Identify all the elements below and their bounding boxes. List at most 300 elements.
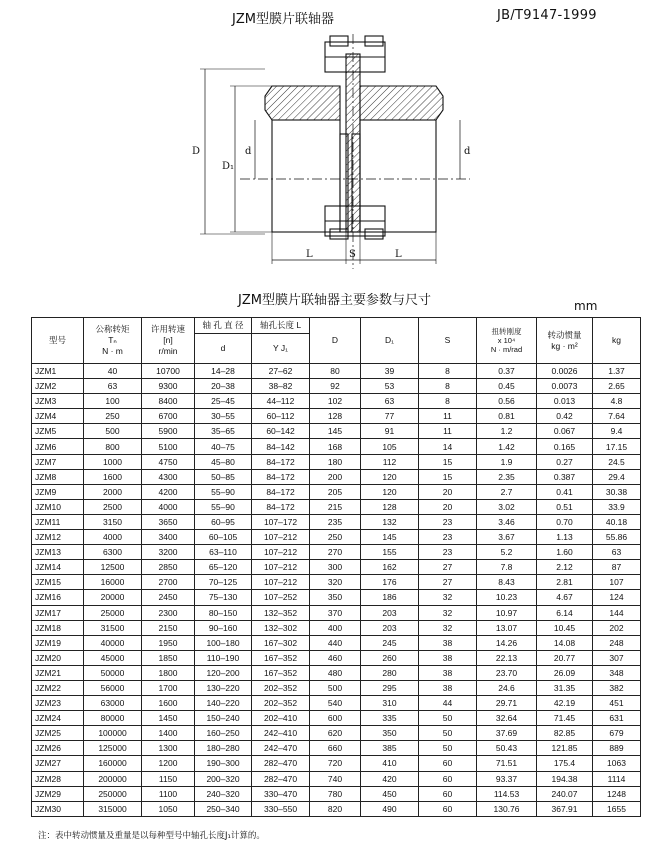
table-cell: JZM26 [32, 741, 84, 756]
table-cell: JZM21 [32, 665, 84, 680]
table-cell: 107–212 [252, 575, 310, 590]
table-cell: 20–38 [195, 379, 252, 394]
table-cell: 250 [310, 530, 361, 545]
table-cell: 29.4 [593, 469, 641, 484]
table-cell: 1600 [142, 696, 195, 711]
table-cell: 4750 [142, 454, 195, 469]
table-cell: 124 [593, 590, 641, 605]
table-cell: 180–280 [195, 741, 252, 756]
table-cell: 87 [593, 560, 641, 575]
table-cell: 22.13 [477, 650, 537, 665]
table-cell: 100–180 [195, 635, 252, 650]
table-cell: JZM17 [32, 605, 84, 620]
table-cell: 14–28 [195, 364, 252, 379]
table-cell: 186 [361, 590, 419, 605]
table-cell: JZM7 [32, 454, 84, 469]
table-cell: 2.12 [537, 560, 593, 575]
table-cell: 2.35 [477, 469, 537, 484]
table-row [32, 665, 641, 680]
table-cell: 175.4 [537, 756, 593, 771]
table-cell: 84–172 [252, 484, 310, 499]
table-cell: 620 [310, 726, 361, 741]
table-cell: 110–190 [195, 650, 252, 665]
table-cell: 3.67 [477, 530, 537, 545]
table-row [32, 575, 641, 590]
table-cell: 3200 [142, 545, 195, 560]
table-cell: 60–105 [195, 530, 252, 545]
table-cell: 60 [419, 801, 477, 816]
table-cell: 1.37 [593, 364, 641, 379]
table-cell: 1450 [142, 711, 195, 726]
table-cell: JZM6 [32, 439, 84, 454]
table-cell: 84–172 [252, 454, 310, 469]
table-cell: 2300 [142, 605, 195, 620]
table-cell: 102 [310, 394, 361, 409]
table-cell: 50–85 [195, 469, 252, 484]
table-cell: JZM1 [32, 364, 84, 379]
table-cell: 282–470 [252, 756, 310, 771]
table-cell: 5.2 [477, 545, 537, 560]
table-row [32, 620, 641, 635]
header-bore: d [195, 334, 252, 364]
table-cell: 370 [310, 605, 361, 620]
table-cell: 200000 [84, 771, 142, 786]
table-cell: 260 [361, 650, 419, 665]
table-cell: JZM9 [32, 484, 84, 499]
table-cell: 440 [310, 635, 361, 650]
table-cell: 3650 [142, 514, 195, 529]
table-cell: 280 [361, 665, 419, 680]
table-row [32, 590, 641, 605]
table-row [32, 499, 641, 514]
table-cell: 460 [310, 650, 361, 665]
coupling-drawing [180, 34, 480, 274]
table-cell: 40.18 [593, 514, 641, 529]
table-cell: JZM3 [32, 394, 84, 409]
table-cell: 2500 [84, 499, 142, 514]
table-cell: 63 [593, 545, 641, 560]
table-cell: 32.64 [477, 711, 537, 726]
table-cell: 80–150 [195, 605, 252, 620]
table-cell: 2450 [142, 590, 195, 605]
table-cell: 180 [310, 454, 361, 469]
table-cell: 84–172 [252, 499, 310, 514]
table-cell: 38 [419, 635, 477, 650]
table-row [32, 726, 641, 741]
table-cell: 50 [419, 726, 477, 741]
table-cell: 55.86 [593, 530, 641, 545]
header-S: S [419, 318, 477, 364]
table-cell: 40 [84, 364, 142, 379]
table-cell: 107–252 [252, 590, 310, 605]
table-cell: 130.76 [477, 801, 537, 816]
table-cell: 20 [419, 499, 477, 514]
table-cell: 100000 [84, 726, 142, 741]
table-cell: 270 [310, 545, 361, 560]
table-cell: 160000 [84, 756, 142, 771]
table-cell: 335 [361, 711, 419, 726]
table-cell: 540 [310, 696, 361, 711]
table-cell: 0.56 [477, 394, 537, 409]
table-row [32, 696, 641, 711]
table-cell: 53 [361, 379, 419, 394]
table-cell: 140–220 [195, 696, 252, 711]
table-cell: 631 [593, 711, 641, 726]
table-cell: 45–80 [195, 454, 252, 469]
table-cell: 1248 [593, 786, 641, 801]
table-cell: 23.70 [477, 665, 537, 680]
table-cell: 31500 [84, 620, 142, 635]
table-cell: JZM22 [32, 680, 84, 695]
table-cell: 32 [419, 605, 477, 620]
label-D1: D₁ [222, 161, 235, 172]
table-cell: 176 [361, 575, 419, 590]
table-cell: 15 [419, 469, 477, 484]
table-cell: 107–212 [252, 560, 310, 575]
header-model: 型号 [32, 318, 84, 364]
table-cell: JZM18 [32, 620, 84, 635]
table-cell: 295 [361, 680, 419, 695]
table-cell: 27 [419, 560, 477, 575]
table-cell: 3400 [142, 530, 195, 545]
table-cell: 132–302 [252, 620, 310, 635]
table-cell: 740 [310, 771, 361, 786]
table-cell: 27–62 [252, 364, 310, 379]
table-cell: 38–82 [252, 379, 310, 394]
table-cell: JZM8 [32, 469, 84, 484]
table-cell: 215 [310, 499, 361, 514]
table-cell: 150–240 [195, 711, 252, 726]
table-cell: 50 [419, 711, 477, 726]
table-cell: 451 [593, 696, 641, 711]
table-cell: 200 [310, 469, 361, 484]
table-cell: 0.41 [537, 484, 593, 499]
table-cell: 15 [419, 454, 477, 469]
table-cell: 71.51 [477, 756, 537, 771]
table-cell: 63 [84, 379, 142, 394]
table-cell: 500 [310, 680, 361, 695]
table-cell: 1100 [142, 786, 195, 801]
table-title: JZM型膜片联轴器主要参数与尺寸 [238, 293, 431, 308]
table-cell: JZM16 [32, 590, 84, 605]
header-mass: kg [593, 318, 641, 364]
table-cell: 7.8 [477, 560, 537, 575]
table-row [32, 650, 641, 665]
table-cell: 23 [419, 514, 477, 529]
table-cell: 63000 [84, 696, 142, 711]
table-row [32, 560, 641, 575]
table-cell: 6700 [142, 409, 195, 424]
header-bore-group: 轴 孔 直 径 [195, 318, 252, 334]
table-cell: 93.37 [477, 771, 537, 786]
table-cell: 121.85 [537, 741, 593, 756]
table-row [32, 786, 641, 801]
table-cell: 248 [593, 635, 641, 650]
table-cell: 145 [361, 530, 419, 545]
table-cell: 0.0026 [537, 364, 593, 379]
table-cell: 5900 [142, 424, 195, 439]
table-cell: 31.35 [537, 680, 593, 695]
table-cell: 125000 [84, 741, 142, 756]
table-cell: 25–45 [195, 394, 252, 409]
table-row [32, 424, 641, 439]
table-cell: 44 [419, 696, 477, 711]
table-note: 注：表中转动惯量及重量是以每种型号中轴孔长度J₁计算的。 [38, 831, 265, 841]
table-cell: 2000 [84, 484, 142, 499]
header-stiffness: 扭转刚度 x 10⁴ N · m/rad [477, 318, 537, 364]
table-row [32, 771, 641, 786]
table-row [32, 439, 641, 454]
table-cell: 0.165 [537, 439, 593, 454]
table-cell: 300 [310, 560, 361, 575]
table-row [32, 454, 641, 469]
table-row [32, 530, 641, 545]
table-cell: 2850 [142, 560, 195, 575]
table-cell: 382 [593, 680, 641, 695]
table-cell: 120–200 [195, 665, 252, 680]
table-cell: 250 [84, 409, 142, 424]
table-cell: 202–352 [252, 696, 310, 711]
table-cell: 27 [419, 575, 477, 590]
table-cell: 167–352 [252, 650, 310, 665]
table-cell: 8 [419, 394, 477, 409]
table-cell: 1050 [142, 801, 195, 816]
table-cell: 120 [361, 469, 419, 484]
table-cell: 1.60 [537, 545, 593, 560]
table-cell: 65–120 [195, 560, 252, 575]
table-cell: 250000 [84, 786, 142, 801]
table-cell: 13.07 [477, 620, 537, 635]
table-cell: 490 [361, 801, 419, 816]
table-row [32, 484, 641, 499]
table-cell: 0.51 [537, 499, 593, 514]
table-cell: 145 [310, 424, 361, 439]
table-cell: 55–90 [195, 484, 252, 499]
table-row [32, 379, 641, 394]
table-cell: JZM25 [32, 726, 84, 741]
table-cell: 82.85 [537, 726, 593, 741]
table-cell: 500 [84, 424, 142, 439]
table-cell: 162 [361, 560, 419, 575]
table-cell: 14 [419, 439, 477, 454]
table-row [32, 801, 641, 816]
table-cell: 320 [310, 575, 361, 590]
table-cell: 60–95 [195, 514, 252, 529]
table-cell: JZM13 [32, 545, 84, 560]
table-cell: 6.14 [537, 605, 593, 620]
table-cell: 20.77 [537, 650, 593, 665]
table-cell: JZM2 [32, 379, 84, 394]
label-L-right: L [395, 249, 402, 260]
table-cell: 132–352 [252, 605, 310, 620]
table-cell: 1.42 [477, 439, 537, 454]
table-cell: 202–352 [252, 680, 310, 695]
table-cell: 0.387 [537, 469, 593, 484]
table-cell: 3.02 [477, 499, 537, 514]
table-cell: 11 [419, 409, 477, 424]
table-cell: 0.067 [537, 424, 593, 439]
table-cell: 167–352 [252, 665, 310, 680]
table-cell: 3.46 [477, 514, 537, 529]
table-cell: 55–90 [195, 499, 252, 514]
table-cell: 30.38 [593, 484, 641, 499]
table-cell: 8 [419, 379, 477, 394]
table-row [32, 605, 641, 620]
table-cell: 780 [310, 786, 361, 801]
table-cell: 120 [361, 484, 419, 499]
table-cell: 194.38 [537, 771, 593, 786]
table-cell: 160–250 [195, 726, 252, 741]
table-cell: 60–112 [252, 409, 310, 424]
table-cell: 1655 [593, 801, 641, 816]
table-cell: 40000 [84, 635, 142, 650]
table-cell: 10700 [142, 364, 195, 379]
table-cell: 5100 [142, 439, 195, 454]
table-cell: 42.19 [537, 696, 593, 711]
table-cell: 1850 [142, 650, 195, 665]
table-cell: 420 [361, 771, 419, 786]
table-cell: JZM15 [32, 575, 84, 590]
table-cell: 600 [310, 711, 361, 726]
table-cell: 385 [361, 741, 419, 756]
table-cell: JZM12 [32, 530, 84, 545]
label-L-left: L [306, 249, 313, 260]
table-cell: 50 [419, 741, 477, 756]
table-cell: 203 [361, 620, 419, 635]
table-cell: JZM10 [32, 499, 84, 514]
table-cell: 23 [419, 530, 477, 545]
table-cell: 8 [419, 364, 477, 379]
table-cell: 71.45 [537, 711, 593, 726]
table-cell: 132 [361, 514, 419, 529]
table-cell: 6300 [84, 545, 142, 560]
table-cell: 200–320 [195, 771, 252, 786]
header-D1: D₁ [361, 318, 419, 364]
table-cell: 1600 [84, 469, 142, 484]
table-cell: 0.45 [477, 379, 537, 394]
table-cell: 0.0073 [537, 379, 593, 394]
table-cell: 114.53 [477, 786, 537, 801]
table-cell: 282–470 [252, 771, 310, 786]
table-cell: 235 [310, 514, 361, 529]
table-cell: 250–340 [195, 801, 252, 816]
table-cell: 4000 [142, 499, 195, 514]
table-cell: 0.37 [477, 364, 537, 379]
table-cell: 2.81 [537, 575, 593, 590]
table-row [32, 711, 641, 726]
table-cell: 1950 [142, 635, 195, 650]
header-speed: 许用转速 [n] r/min [142, 318, 195, 364]
table-row [32, 394, 641, 409]
table-cell: 80 [310, 364, 361, 379]
table-cell: JZM24 [32, 711, 84, 726]
table-cell: 3150 [84, 514, 142, 529]
table-cell: 242–410 [252, 726, 310, 741]
table-cell: 9300 [142, 379, 195, 394]
table-cell: JZM30 [32, 801, 84, 816]
table-cell: 11 [419, 424, 477, 439]
table-cell: 7.64 [593, 409, 641, 424]
table-cell: 10.45 [537, 620, 593, 635]
table-cell: 4.8 [593, 394, 641, 409]
table-cell: 679 [593, 726, 641, 741]
table-cell: 167–302 [252, 635, 310, 650]
table-cell: 70–125 [195, 575, 252, 590]
table-cell: 0.70 [537, 514, 593, 529]
table-cell: 63 [361, 394, 419, 409]
table-cell: 14.08 [537, 635, 593, 650]
table-row [32, 514, 641, 529]
table-cell: 14.26 [477, 635, 537, 650]
table-unit: mm [574, 299, 598, 313]
table-cell: 190–300 [195, 756, 252, 771]
table-cell: 4200 [142, 484, 195, 499]
table-cell: 245 [361, 635, 419, 650]
table-cell: 450 [361, 786, 419, 801]
table-cell: 1114 [593, 771, 641, 786]
table-cell: 12500 [84, 560, 142, 575]
table-cell: 820 [310, 801, 361, 816]
table-cell: 10.97 [477, 605, 537, 620]
table-cell: 202 [593, 620, 641, 635]
table-row [32, 741, 641, 756]
table-cell: 38 [419, 665, 477, 680]
table-cell: 1000 [84, 454, 142, 469]
table-cell: 60–142 [252, 424, 310, 439]
table-cell: 107–212 [252, 545, 310, 560]
table-cell: 1150 [142, 771, 195, 786]
table-cell: 203 [361, 605, 419, 620]
table-cell: 4300 [142, 469, 195, 484]
table-cell: 63–110 [195, 545, 252, 560]
table-cell: 107 [593, 575, 641, 590]
table-cell: 1400 [142, 726, 195, 741]
table-cell: JZM14 [32, 560, 84, 575]
table-cell: JZM23 [32, 696, 84, 711]
table-cell: 60 [419, 786, 477, 801]
header-length: Y J₁ [252, 334, 310, 364]
table-cell: JZM20 [32, 650, 84, 665]
table-cell: 400 [310, 620, 361, 635]
header-torque: 公称转矩 Tₙ N · m [84, 318, 142, 364]
table-cell: 80000 [84, 711, 142, 726]
table-cell: 240.07 [537, 786, 593, 801]
table-cell: JZM4 [32, 409, 84, 424]
table-cell: 1.9 [477, 454, 537, 469]
table-cell: JZM27 [32, 756, 84, 771]
table-cell: 480 [310, 665, 361, 680]
table-cell: 350 [310, 590, 361, 605]
table-cell: 1063 [593, 756, 641, 771]
table-cell: 17.15 [593, 439, 641, 454]
table-cell: 1.13 [537, 530, 593, 545]
table-cell: 91 [361, 424, 419, 439]
label-d-right: d [464, 146, 471, 157]
table-cell: 410 [361, 756, 419, 771]
table-cell: 84–142 [252, 439, 310, 454]
table-cell: 112 [361, 454, 419, 469]
table-cell: 50.43 [477, 741, 537, 756]
table-cell: 240–320 [195, 786, 252, 801]
table-cell: 889 [593, 741, 641, 756]
table-cell: 310 [361, 696, 419, 711]
table-cell: 155 [361, 545, 419, 560]
table-cell: 307 [593, 650, 641, 665]
table-cell: 0.81 [477, 409, 537, 424]
table-cell: 242–470 [252, 741, 310, 756]
table-cell: 38 [419, 650, 477, 665]
table-cell: 1800 [142, 665, 195, 680]
